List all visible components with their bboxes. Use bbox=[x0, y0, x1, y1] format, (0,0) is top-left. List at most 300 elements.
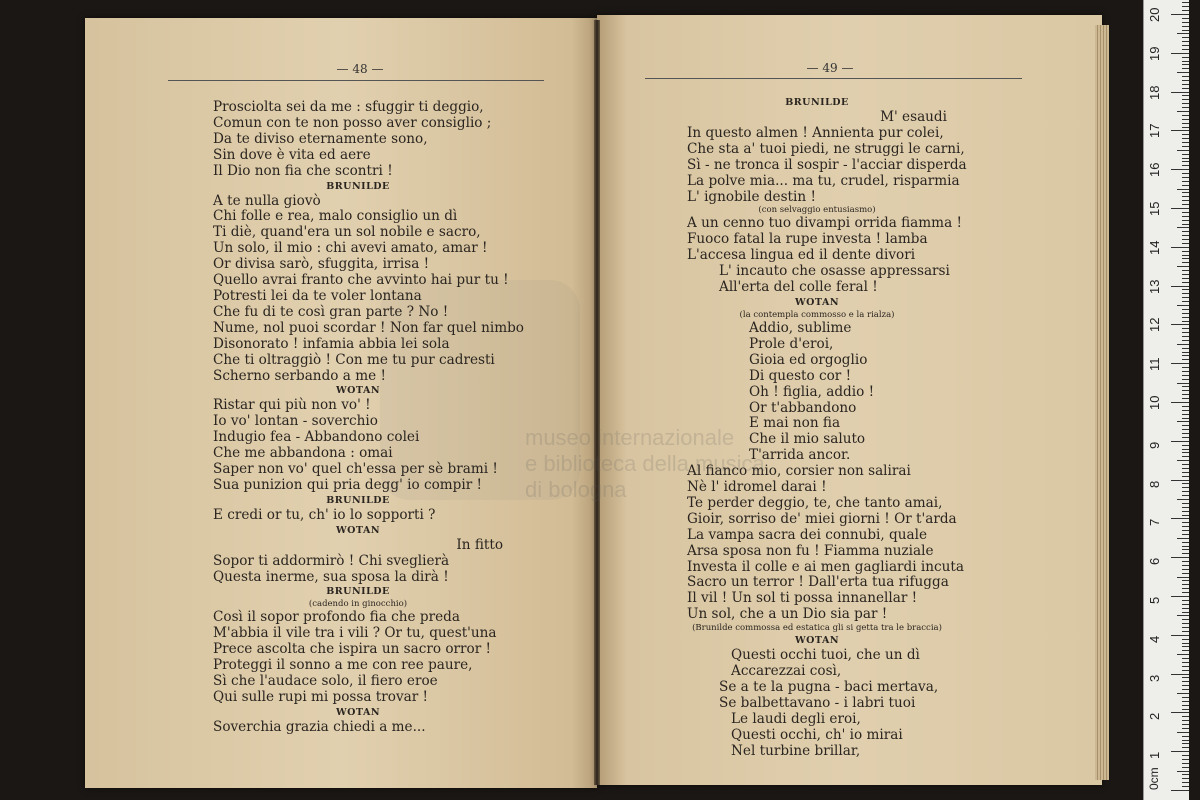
verse-line: Or t'abbandono bbox=[749, 399, 857, 416]
ruler-tick bbox=[1182, 336, 1189, 337]
ruler-tick bbox=[1171, 557, 1189, 558]
ruler-tick bbox=[1182, 340, 1189, 341]
verse-line: Questi occhi tuoi, che un dì bbox=[731, 647, 920, 664]
ruler-tick bbox=[1182, 740, 1189, 741]
ruler-tick bbox=[1182, 410, 1189, 411]
ruler-tick bbox=[1182, 429, 1189, 430]
ruler-tick bbox=[1182, 483, 1189, 484]
ruler-tick bbox=[1182, 68, 1189, 69]
ruler-tick bbox=[1182, 774, 1189, 775]
verse-line: Nume, nol puoi scordar ! Non far quel nimbo bbox=[213, 319, 524, 336]
verse-line: Chi folle e rea, malo consiglio un dì bbox=[213, 208, 458, 225]
ruler-tick bbox=[1182, 355, 1189, 356]
ruler-tick bbox=[1177, 266, 1189, 267]
ruler-tick bbox=[1171, 53, 1189, 54]
ruler-tick bbox=[1182, 437, 1189, 438]
verse-line: Che sta a' tuoi piedi, ne struggi le carni, bbox=[687, 140, 965, 157]
verse-line: Che me abbandona : omai bbox=[213, 445, 393, 462]
ruler-tick bbox=[1182, 6, 1189, 7]
ruler-tick bbox=[1182, 414, 1189, 415]
verse-line: Che il mio saluto bbox=[749, 431, 866, 448]
ruler-number: 10 bbox=[1147, 395, 1162, 410]
verse-line: Prole d'eroi, bbox=[749, 335, 834, 352]
ruler-tick bbox=[1182, 406, 1189, 407]
ruler-tick bbox=[1182, 270, 1189, 271]
ruler-tick bbox=[1182, 561, 1189, 562]
ruler-tick bbox=[1182, 161, 1189, 162]
ruler-tick bbox=[1177, 693, 1189, 694]
ruler-tick bbox=[1182, 546, 1189, 547]
ruler-tick bbox=[1182, 88, 1189, 89]
ruler-tick bbox=[1182, 243, 1189, 244]
ruler-tick bbox=[1182, 689, 1189, 690]
ruler-tick bbox=[1182, 26, 1189, 27]
ruler-tick bbox=[1171, 751, 1189, 752]
verse-line: Le laudi degli eroi, bbox=[731, 710, 861, 727]
verse-line: Sì - ne tronca il sospir - l'acciar disperda bbox=[687, 156, 967, 173]
ruler-tick bbox=[1182, 80, 1189, 81]
verse-line: Di questo cor ! bbox=[749, 367, 852, 384]
ruler-tick bbox=[1182, 573, 1189, 574]
ruler-tick bbox=[1182, 786, 1189, 787]
ruler-number: 5 bbox=[1147, 596, 1162, 604]
ruler-tick bbox=[1182, 763, 1189, 764]
ruler-tick bbox=[1182, 359, 1189, 360]
ruler-tick bbox=[1182, 476, 1189, 477]
ruler-tick bbox=[1182, 526, 1189, 527]
verse-line: E credi or tu, ch' io lo sopporti ? bbox=[213, 506, 436, 523]
ruler-tick bbox=[1182, 468, 1189, 469]
verse-line: Questi occhi, ch' io mirai bbox=[731, 726, 903, 743]
verse-line: Nel turbine brillar, bbox=[731, 742, 861, 759]
speaker-label: WOTAN bbox=[335, 385, 381, 397]
verse-line: Sin dove è vita ed aere bbox=[213, 146, 371, 163]
ruler-tick bbox=[1182, 472, 1189, 473]
speaker-label: WOTAN bbox=[335, 524, 381, 536]
ruler-tick bbox=[1182, 258, 1189, 259]
speaker-label: BRUNILDE bbox=[785, 97, 849, 108]
ruler-number: 18 bbox=[1147, 85, 1162, 100]
ruler-tick bbox=[1182, 41, 1189, 42]
verse-line: Arsa sposa non fu ! Fiamma nuziale bbox=[687, 542, 934, 559]
ruler-tick bbox=[1182, 530, 1189, 531]
ruler-tick bbox=[1182, 743, 1189, 744]
ruler-tick bbox=[1182, 534, 1189, 535]
ruler-tick bbox=[1171, 247, 1189, 248]
ruler-tick bbox=[1182, 282, 1189, 283]
ruler-tick bbox=[1182, 724, 1189, 725]
watermark-line: museo internazionale bbox=[525, 425, 735, 450]
ruler-tick bbox=[1177, 654, 1189, 655]
ruler-tick bbox=[1182, 394, 1189, 395]
ruler-tick bbox=[1182, 670, 1189, 671]
ruler-tick bbox=[1182, 709, 1189, 710]
ruler-tick bbox=[1182, 57, 1189, 58]
ruler-tick bbox=[1182, 449, 1189, 450]
ruler-tick bbox=[1182, 49, 1189, 50]
ruler-tick bbox=[1182, 697, 1189, 698]
ruler-tick bbox=[1182, 627, 1189, 628]
left-page-text bbox=[213, 99, 524, 736]
ruler-number: 11 bbox=[1147, 357, 1162, 372]
ruler-tick bbox=[1182, 584, 1189, 585]
ruler-number: 14 bbox=[1147, 240, 1162, 255]
verse-line: Sì che l'audace solo, il fiero eroe bbox=[213, 673, 438, 690]
ruler-tick bbox=[1182, 600, 1189, 601]
ruler-tick bbox=[1182, 274, 1189, 275]
ruler-unit-label: 0cm bbox=[1147, 767, 1161, 790]
ruler-number: 20 bbox=[1147, 7, 1162, 22]
ruler-tick bbox=[1182, 328, 1189, 329]
verse-line: T'arrida ancor. bbox=[749, 447, 851, 464]
verse-line: Or divisa sarò, sfuggita, irrisa ! bbox=[213, 256, 430, 273]
ruler-tick bbox=[1171, 790, 1189, 791]
ruler-tick bbox=[1182, 767, 1189, 768]
ruler-tick bbox=[1182, 10, 1189, 11]
ruler-tick bbox=[1182, 736, 1189, 737]
ruler-tick bbox=[1177, 33, 1189, 34]
ruler-tick bbox=[1171, 169, 1189, 170]
ruler-tick bbox=[1182, 522, 1189, 523]
verse-line: Sopor ti addormirò ! Chi sveglierà bbox=[213, 552, 450, 569]
ruler-tick bbox=[1182, 200, 1189, 201]
speaker-label: BRUNILDE bbox=[326, 586, 390, 598]
verse-line: Io vo' lontan - soverchio bbox=[213, 413, 378, 430]
ruler-tick bbox=[1182, 177, 1189, 178]
ruler-tick bbox=[1182, 487, 1189, 488]
ruler-tick bbox=[1182, 146, 1189, 147]
ruler-number: 6 bbox=[1147, 557, 1162, 566]
ruler-tick bbox=[1182, 747, 1189, 748]
ruler-tick bbox=[1182, 181, 1189, 182]
verse-line: Prece ascolta che ispira un sacro orror ! bbox=[213, 641, 491, 658]
ruler-tick bbox=[1171, 130, 1189, 131]
measurement-ruler bbox=[1143, 0, 1189, 800]
verse-line: Se balbettavano - i labri tuoi bbox=[719, 694, 916, 711]
ruler-tick bbox=[1182, 348, 1189, 349]
ruler-number: 7 bbox=[1147, 519, 1162, 527]
ruler-tick bbox=[1182, 553, 1189, 554]
ruler-tick bbox=[1182, 103, 1189, 104]
ruler-tick bbox=[1182, 367, 1189, 368]
ruler-tick bbox=[1182, 515, 1189, 516]
speaker-label: WOTAN bbox=[335, 706, 381, 718]
left-page-number: — 48 — bbox=[336, 62, 384, 76]
ruler-number: 2 bbox=[1147, 713, 1162, 721]
verse-line: Scherno serbando a me ! bbox=[213, 367, 386, 384]
speaker-label: BRUNILDE bbox=[326, 180, 390, 192]
verse-line: Gioir, sorriso de' miei giorni ! Or t'arda bbox=[687, 510, 957, 527]
watermark-line: e biblioteca della musica bbox=[525, 451, 765, 476]
ruler-number: 8 bbox=[1147, 480, 1162, 488]
ruler-tick bbox=[1171, 286, 1189, 287]
right-header-rule bbox=[645, 78, 1022, 79]
ruler-tick bbox=[1177, 227, 1189, 228]
verse-line: Oh ! figlia, addio ! bbox=[749, 383, 875, 400]
ruler-tick bbox=[1182, 456, 1189, 457]
ruler-tick bbox=[1182, 76, 1189, 77]
ruler-tick bbox=[1182, 379, 1189, 380]
ruler-tick bbox=[1177, 421, 1189, 422]
ruler-tick bbox=[1182, 464, 1189, 465]
ruler-tick bbox=[1182, 297, 1189, 298]
ruler-tick bbox=[1182, 685, 1189, 686]
ruler-tick bbox=[1177, 344, 1189, 345]
ruler-tick bbox=[1177, 615, 1189, 616]
verse-line: Prosciolta sei da me : sfuggir ti deggio, bbox=[213, 99, 484, 115]
ruler-tick bbox=[1182, 608, 1189, 609]
ruler-tick bbox=[1182, 289, 1189, 290]
verse-line: Accarezzai così, bbox=[731, 663, 842, 680]
ruler-tick bbox=[1177, 383, 1189, 384]
ruler-number: 19 bbox=[1147, 46, 1162, 61]
ruler-tick bbox=[1182, 278, 1189, 279]
verse-line: M' esaudi bbox=[880, 109, 947, 125]
ruler-tick bbox=[1182, 99, 1189, 100]
right-page-text bbox=[687, 96, 967, 760]
ruler-tick bbox=[1182, 220, 1189, 221]
ruler-tick bbox=[1182, 123, 1189, 124]
verse-line: Quello avrai franto che avvinto hai pur tu ! bbox=[213, 272, 509, 289]
ruler-tick bbox=[1182, 262, 1189, 263]
ruler-tick bbox=[1182, 782, 1189, 783]
ruler-tick bbox=[1177, 577, 1189, 578]
verse-line: Soverchia grazia chiedi a me... bbox=[213, 718, 426, 735]
ruler-tick bbox=[1182, 216, 1189, 217]
verse-line: La polve mia... ma tu, crudel, risparmia bbox=[687, 172, 960, 189]
ruler-tick bbox=[1182, 619, 1189, 620]
ruler-tick bbox=[1171, 635, 1189, 636]
ruler-tick bbox=[1182, 154, 1189, 155]
verse-line: Da te diviso eternamente sono, bbox=[213, 130, 428, 147]
verse-line: Al fianco mio, corsier non salirai bbox=[687, 463, 911, 480]
ruler-number: 12 bbox=[1147, 317, 1162, 333]
ruler-tick bbox=[1182, 666, 1189, 667]
ruler-tick bbox=[1182, 720, 1189, 721]
page-edges bbox=[1095, 25, 1109, 780]
speaker-label: WOTAN bbox=[794, 296, 840, 308]
ruler-tick bbox=[1182, 569, 1189, 570]
ruler-tick bbox=[1182, 204, 1189, 205]
ruler-tick bbox=[1182, 235, 1189, 236]
ruler-tick bbox=[1182, 45, 1189, 46]
left-header-rule bbox=[168, 80, 544, 81]
verse-line: Proteggi il sonno a me con ree paure, bbox=[213, 657, 473, 674]
ruler-tick bbox=[1182, 239, 1189, 240]
ruler-tick bbox=[1182, 398, 1189, 399]
ruler-tick bbox=[1182, 386, 1189, 387]
ruler-tick bbox=[1182, 2, 1189, 3]
right-page-number: — 49 — bbox=[806, 61, 854, 75]
verse-line: Il vil ! Un sol ti possa innanellar ! bbox=[687, 590, 918, 607]
ruler-tick bbox=[1182, 313, 1189, 314]
ruler-tick bbox=[1182, 185, 1189, 186]
ruler-tick bbox=[1182, 643, 1189, 644]
ruler-tick bbox=[1182, 134, 1189, 135]
ruler-number: 13 bbox=[1147, 279, 1162, 294]
verse-line: All'erta del colle feral ! bbox=[719, 279, 878, 296]
ruler-number: 15 bbox=[1147, 201, 1162, 216]
ruler-tick bbox=[1182, 639, 1189, 640]
verse-line: Nè l' idromel darai ! bbox=[687, 479, 827, 496]
verse-line: Sua punizion qui pria degg' io compir ! bbox=[213, 476, 483, 493]
verse-line: In questo almen ! Annienta pur colei, bbox=[687, 124, 944, 141]
ruler-tick bbox=[1171, 674, 1189, 675]
verse-line: Se a te la pugna - baci mertava, bbox=[719, 679, 939, 695]
verse-line: Qui sulle rupi mi possa trovar ! bbox=[213, 689, 429, 705]
ruler-tick bbox=[1171, 324, 1189, 325]
ruler-tick bbox=[1182, 418, 1189, 419]
verse-line: L' incauto che osasse appressarsi bbox=[719, 263, 950, 280]
verse-line: Così il sopor profondo fia che preda bbox=[213, 609, 460, 626]
ruler-number: 9 bbox=[1147, 441, 1162, 449]
verse-line: Comun con te non posso aver consiglio ; bbox=[213, 114, 492, 131]
ruler-tick bbox=[1177, 732, 1189, 733]
ruler-tick bbox=[1171, 596, 1189, 597]
ruler-tick bbox=[1182, 115, 1189, 116]
ruler-tick bbox=[1182, 371, 1189, 372]
stage-direction: (la contempla commosso e la rialza) bbox=[739, 309, 895, 320]
verse-line: Disonorato ! infamia abbia lei sola bbox=[213, 335, 450, 352]
ruler-tick bbox=[1177, 189, 1189, 190]
ruler-tick bbox=[1182, 37, 1189, 38]
ruler-tick bbox=[1182, 127, 1189, 128]
ruler-tick bbox=[1182, 18, 1189, 19]
verse-line: Questa inerme, sua sposa la dirà ! bbox=[213, 568, 449, 585]
ruler-tick bbox=[1182, 301, 1189, 302]
ruler-tick bbox=[1182, 658, 1189, 659]
ruler-tick bbox=[1182, 511, 1189, 512]
ruler-tick bbox=[1182, 650, 1189, 651]
ruler-tick bbox=[1182, 433, 1189, 434]
verse-line: Potresti lei da te voler lontana bbox=[213, 287, 422, 304]
ruler-tick bbox=[1182, 255, 1189, 256]
ruler-tick bbox=[1171, 208, 1189, 209]
ruler-tick bbox=[1182, 352, 1189, 353]
verse-line: Il Dio non fia che scontri ! bbox=[213, 162, 393, 179]
ruler-tick bbox=[1182, 375, 1189, 376]
verse-line: Fuoco fatal la rupe investa ! lamba bbox=[687, 231, 928, 248]
ruler-tick bbox=[1182, 701, 1189, 702]
ruler-tick bbox=[1182, 212, 1189, 213]
ruler-tick bbox=[1182, 759, 1189, 760]
ruler-number: 3 bbox=[1147, 674, 1162, 682]
verse-line: Un solo, il mio : chi avevi amato, amar ! bbox=[213, 240, 488, 257]
ruler-number: 4 bbox=[1147, 635, 1162, 643]
book-gutter bbox=[594, 20, 600, 785]
ruler-tick bbox=[1182, 231, 1189, 232]
watermark-line: di bologna bbox=[525, 477, 627, 502]
ruler-tick bbox=[1182, 503, 1189, 504]
ruler-tick bbox=[1182, 30, 1189, 31]
ruler-tick bbox=[1182, 224, 1189, 225]
ruler-tick bbox=[1182, 580, 1189, 581]
ruler-tick bbox=[1182, 778, 1189, 779]
ruler-tick bbox=[1177, 499, 1189, 500]
ruler-number: 16 bbox=[1147, 162, 1162, 178]
ruler-tick bbox=[1182, 445, 1189, 446]
verse-line: Un sol, che a un Dio sia par ! bbox=[687, 606, 888, 623]
ruler-number: 17 bbox=[1147, 123, 1162, 139]
ruler-tick bbox=[1182, 681, 1189, 682]
verse-line: M'abbia il vile tra i vili ? Or tu, quest'una bbox=[213, 625, 497, 642]
ruler-tick bbox=[1182, 507, 1189, 508]
ruler-tick bbox=[1171, 92, 1189, 93]
ruler-tick bbox=[1182, 425, 1189, 426]
ruler-tick bbox=[1182, 309, 1189, 310]
ruler-tick bbox=[1182, 22, 1189, 23]
verse-line: E mai non fia bbox=[749, 415, 841, 432]
ruler-tick bbox=[1182, 631, 1189, 632]
ruler-number: 1 bbox=[1147, 751, 1162, 760]
ruler-tick bbox=[1177, 538, 1189, 539]
ruler-tick bbox=[1177, 111, 1189, 112]
ruler-tick bbox=[1182, 321, 1189, 322]
ruler-tick bbox=[1182, 165, 1189, 166]
ruler-tick bbox=[1182, 119, 1189, 120]
ruler-tick bbox=[1182, 588, 1189, 589]
ruler-tick bbox=[1182, 64, 1189, 65]
ruler-tick bbox=[1171, 480, 1189, 481]
speaker-label: WOTAN bbox=[794, 635, 840, 647]
verse-line: L' ignobile destin ! bbox=[687, 188, 816, 205]
verse-line: Saper non vo' quel ch'essa per sè brami ! bbox=[213, 461, 498, 478]
ruler-tick bbox=[1177, 150, 1189, 151]
speaker-label: BRUNILDE bbox=[326, 494, 390, 506]
ruler-tick bbox=[1182, 317, 1189, 318]
ruler-tick bbox=[1182, 452, 1189, 453]
ruler-tick bbox=[1171, 363, 1189, 364]
ruler-tick bbox=[1177, 72, 1189, 73]
ruler-tick bbox=[1182, 495, 1189, 496]
ruler-tick bbox=[1182, 107, 1189, 108]
ruler-tick bbox=[1182, 390, 1189, 391]
ruler-tick bbox=[1171, 518, 1189, 519]
stage-direction: (cadendo in ginocchio) bbox=[308, 599, 408, 610]
ruler-tick bbox=[1177, 305, 1189, 306]
ruler-tick bbox=[1182, 542, 1189, 543]
verse-line: Te perder deggio, te, che tanto amai, bbox=[687, 494, 943, 511]
ruler-tick bbox=[1182, 251, 1189, 252]
ruler-tick bbox=[1182, 662, 1189, 663]
ruler-tick bbox=[1182, 604, 1189, 605]
verse-line: Gioia ed orgoglio bbox=[749, 351, 868, 368]
ruler-tick bbox=[1182, 491, 1189, 492]
stage-direction: (con selvaggio entusiasmo) bbox=[758, 205, 876, 216]
verse-line: A te nulla giovò bbox=[213, 192, 321, 209]
ruler-tick bbox=[1171, 402, 1189, 403]
ruler-tick bbox=[1182, 173, 1189, 174]
verse-line: La vampa sacra dei connubi, quale bbox=[687, 526, 927, 543]
verse-line: Che fu di te così gran parte ? No ! bbox=[213, 303, 449, 320]
verse-line: Ristar qui più non vo' ! bbox=[213, 397, 371, 414]
ruler-tick bbox=[1182, 677, 1189, 678]
ruler-tick bbox=[1182, 84, 1189, 85]
ruler-tick bbox=[1182, 592, 1189, 593]
stage-direction: (Brunilde commossa ed estatica gli si getta tra le braccia) bbox=[692, 623, 942, 634]
ruler-tick bbox=[1182, 623, 1189, 624]
ruler-tick bbox=[1182, 549, 1189, 550]
ruler-tick bbox=[1182, 755, 1189, 756]
verse-line: A un cenno tuo divampi orrida fiamma ! bbox=[687, 215, 962, 232]
verse-line: Indugio fea - Abbandono colei bbox=[213, 429, 420, 446]
ruler-tick bbox=[1177, 771, 1189, 772]
ruler-tick bbox=[1182, 192, 1189, 193]
ruler-tick bbox=[1182, 196, 1189, 197]
ruler-tick bbox=[1182, 646, 1189, 647]
ruler-tick bbox=[1177, 460, 1189, 461]
verse-line: Ti diè, quand'era un sol nobile e sacro, bbox=[213, 224, 481, 241]
